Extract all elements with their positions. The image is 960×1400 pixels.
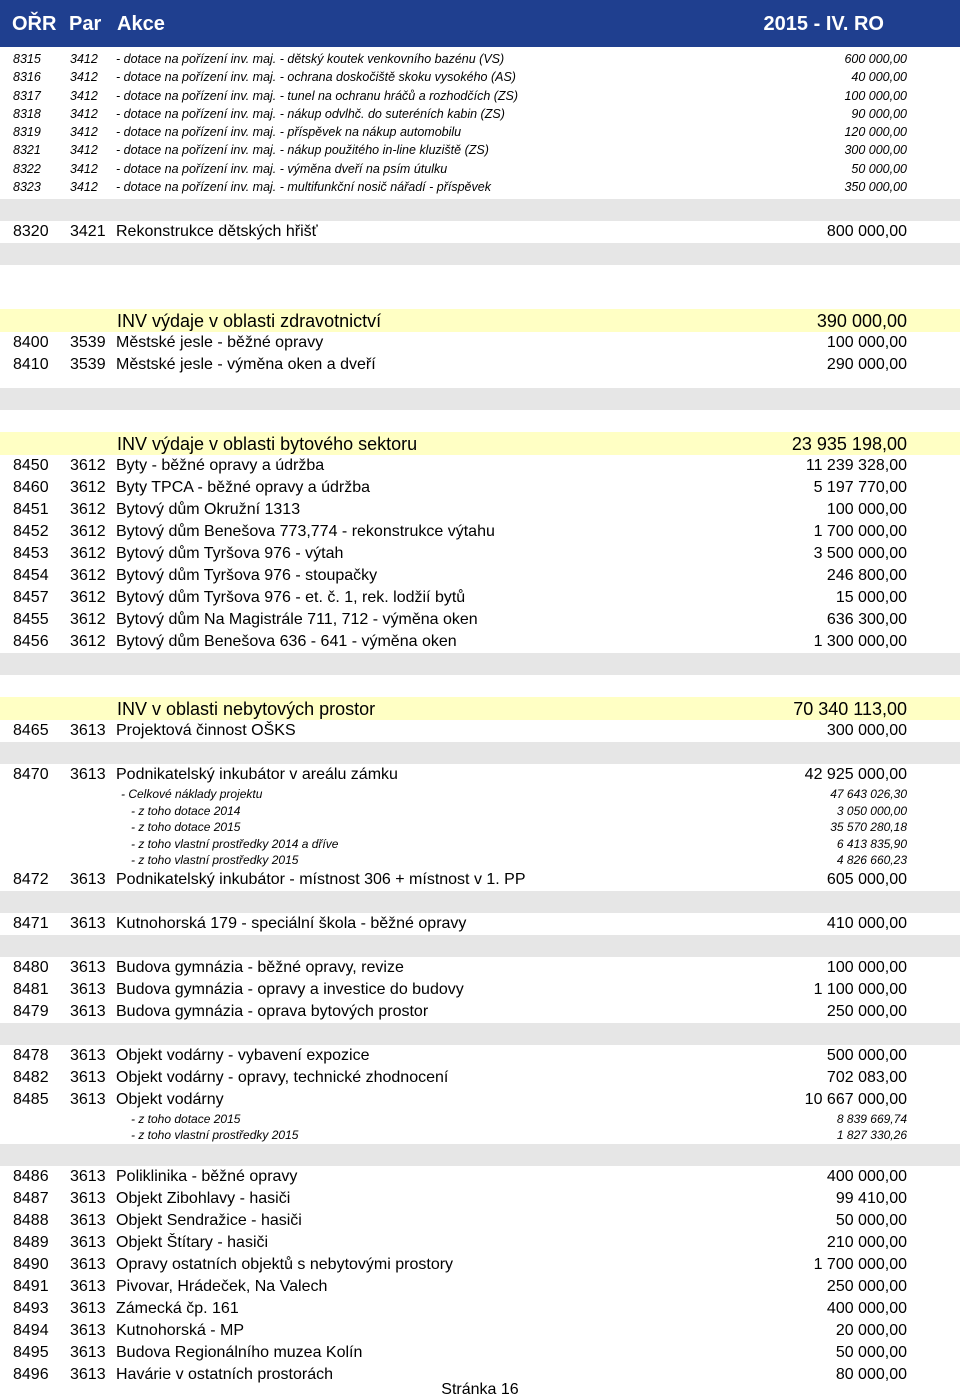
- amount-cell: 1 700 000,00: [813, 1255, 907, 1273]
- orr-cell: 8317: [13, 88, 41, 103]
- action-cell: Byty - běžné opravy a údržba: [116, 457, 325, 475]
- page-number: Stránka 16: [441, 1381, 519, 1398]
- amount-cell: 246 800,00: [826, 567, 907, 585]
- action-cell: - dotace na pořízení inv. maj. - multifunkční nosič nářadí - příspěvek: [116, 180, 491, 195]
- action-cell: Městské jesle - běžné opravy: [116, 334, 324, 352]
- par-cell: 3612: [70, 479, 106, 497]
- amount-cell: 1 300 000,00: [813, 633, 907, 651]
- orr-cell: 8490: [13, 1255, 49, 1273]
- action-cell: - dotace na pořízení inv. maj. - nákup odvlhč. do suteréních kabin (ZS): [116, 106, 505, 121]
- amount-cell: 15 000,00: [835, 589, 907, 607]
- orr-cell: 8489: [13, 1233, 49, 1251]
- separator-band: [0, 935, 960, 957]
- table-row: [0, 521, 960, 543]
- action-cell: Budova gymnázia - oprava bytových prostor: [116, 1002, 429, 1020]
- table-row: [0, 332, 960, 354]
- par-cell: 3612: [70, 501, 106, 519]
- par-cell: 3412: [70, 180, 98, 195]
- action-cell: - z toho vlastní prostředky 2014 a dříve: [131, 836, 339, 851]
- action-cell: Budova gymnázia - běžné opravy, revize: [116, 958, 404, 976]
- action-cell: Bytový dům Tyršova 976 - et. č. 1, rek. lodžií bytů: [116, 589, 466, 607]
- par-cell: 3412: [70, 161, 98, 176]
- par-cell: 3612: [70, 567, 106, 585]
- amount-cell: 250 000,00: [826, 1277, 907, 1295]
- table-row: [0, 764, 960, 786]
- action-cell: - z toho vlastní prostředky 2015: [131, 853, 299, 868]
- header-orr: OŘR: [12, 13, 57, 35]
- par-cell: 3412: [70, 143, 98, 158]
- action-cell: Podnikatelský inkubátor - místnost 306 + místnost v 1. PP: [116, 870, 526, 888]
- orr-cell: 8452: [13, 523, 49, 541]
- amount-cell: 80 000,00: [835, 1365, 907, 1383]
- amount-cell: 100 000,00: [826, 501, 907, 519]
- table-row: [0, 1210, 960, 1232]
- table-row: [0, 869, 960, 891]
- action-cell: Poliklinika - běžné opravy: [116, 1167, 298, 1185]
- par-cell: 3613: [70, 958, 106, 976]
- action-cell: Objekt vodárny - opravy, technické zhodnocení: [116, 1068, 449, 1086]
- orr-cell: 8318: [13, 106, 41, 121]
- par-cell: 3612: [70, 611, 106, 629]
- orr-cell: 8400: [13, 334, 49, 352]
- par-cell: 3412: [70, 52, 98, 66]
- amount-cell: 40 000,00: [851, 70, 907, 85]
- separator-band: [0, 742, 960, 764]
- par-cell: 3613: [70, 1343, 106, 1361]
- orr-cell: 8486: [13, 1167, 49, 1185]
- amount-cell: 210 000,00: [826, 1233, 907, 1251]
- amount-cell: 605 000,00: [826, 870, 907, 888]
- orr-cell: 8478: [13, 1046, 49, 1064]
- separator-band: [0, 199, 960, 221]
- par-cell: 3613: [70, 1277, 106, 1295]
- amount-cell: 250 000,00: [826, 1002, 907, 1020]
- amount-cell: 410 000,00: [826, 914, 907, 932]
- par-cell: 3613: [70, 722, 106, 740]
- table-row: [0, 455, 960, 477]
- action-cell: Zámecká čp. 161: [116, 1299, 239, 1317]
- action-cell: Bytový dům Tyršova 976 - výtah: [116, 545, 344, 563]
- action-cell: Bytový dům Tyršova 976 - stoupačky: [116, 567, 378, 585]
- action-cell: Bytový dům Na Magistrále 711, 712 - výměna oken: [116, 611, 478, 629]
- amount-cell: 350 000,00: [844, 180, 907, 195]
- header-akce: Akce: [117, 13, 165, 35]
- orr-cell: 8494: [13, 1321, 49, 1339]
- par-cell: 3613: [70, 1299, 106, 1317]
- par-cell: 3539: [70, 356, 106, 374]
- orr-cell: 8465: [13, 722, 49, 740]
- amount-cell: 1 827 330,26: [836, 1128, 907, 1143]
- action-cell: - z toho vlastní prostředky 2015: [131, 1128, 299, 1143]
- orr-cell: 8496: [13, 1365, 49, 1383]
- table-row: [0, 141, 960, 159]
- action-cell: Budova Regionálního muzea Kolín: [116, 1343, 363, 1361]
- section-header-row: [0, 432, 960, 455]
- amount-cell: 600 000,00: [844, 52, 907, 66]
- sub-item-row: [0, 819, 960, 836]
- amount-cell: 290 000,00: [826, 356, 907, 374]
- table-row: [0, 123, 960, 141]
- sub-item-row: [0, 1127, 960, 1144]
- sub-item-row: [0, 786, 960, 803]
- amount-cell: 11 239 328,00: [805, 457, 907, 475]
- table-row: [0, 1298, 960, 1320]
- action-cell: INV v oblasti nebytových prostor: [117, 699, 376, 720]
- amount-cell: 500 000,00: [826, 1046, 907, 1064]
- orr-cell: 8460: [13, 479, 49, 497]
- action-cell: Opravy ostatních objektů s nebytovými prostory: [116, 1255, 454, 1273]
- orr-cell: 8410: [13, 356, 49, 374]
- orr-cell: 8482: [13, 1068, 49, 1086]
- amount-cell: 47 643 026,30: [830, 787, 907, 802]
- action-cell: Projektová činnost OŠKS: [116, 722, 296, 740]
- action-cell: Pivovar, Hrádeček, Na Valech: [116, 1277, 328, 1295]
- par-cell: 3613: [70, 1211, 106, 1229]
- orr-cell: 8453: [13, 545, 49, 563]
- spacer: [0, 376, 960, 388]
- spacer: [0, 675, 960, 697]
- header-par: Par: [69, 13, 102, 35]
- action-cell: Bytový dům Okružní 1313: [116, 501, 301, 519]
- action-cell: - dotace na pořízení inv. maj. - příspěvek na nákup automobilu: [116, 125, 462, 140]
- orr-cell: 8479: [13, 1002, 49, 1020]
- action-cell: Budova gymnázia - opravy a investice do budovy: [116, 980, 464, 998]
- orr-cell: 8315: [13, 52, 41, 66]
- action-cell: Městské jesle - výměna oken a dveří: [116, 356, 376, 374]
- separator-band: [0, 388, 960, 410]
- action-cell: - dotace na pořízení inv. maj. - dětský koutek venkovního bazénu (VS): [116, 52, 505, 66]
- orr-cell: 8471: [13, 914, 49, 932]
- orr-cell: 8455: [13, 611, 49, 629]
- orr-cell: 8493: [13, 1299, 49, 1317]
- action-cell: Kutnohorská - MP: [116, 1321, 245, 1339]
- amount-cell: 390 000,00: [816, 311, 907, 332]
- orr-cell: 8323: [13, 180, 41, 195]
- table-row: [0, 1254, 960, 1276]
- table-row: [0, 1342, 960, 1364]
- table-row: [0, 565, 960, 587]
- par-cell: 3613: [70, 980, 106, 998]
- amount-cell: 100 000,00: [826, 334, 907, 352]
- action-cell: INV výdaje v oblasti bytového sektoru: [117, 434, 418, 455]
- action-cell: Rekonstrukce dětských hřišť: [116, 223, 318, 241]
- orr-cell: 8320: [13, 223, 49, 241]
- orr-cell: 8450: [13, 457, 49, 475]
- spacer: [0, 265, 960, 309]
- par-cell: 3412: [70, 125, 98, 140]
- par-cell: 3613: [70, 1189, 106, 1207]
- action-cell: - dotace na pořízení inv. maj. - ochrana doskočiště skoku vysokého (AS): [116, 70, 516, 85]
- amount-cell: 400 000,00: [826, 1167, 907, 1185]
- table-row: [0, 105, 960, 123]
- sub-item-row: [0, 1111, 960, 1128]
- par-cell: 3613: [70, 1002, 106, 1020]
- action-cell: Objekt vodárny: [116, 1090, 224, 1108]
- orr-cell: 8485: [13, 1090, 49, 1108]
- action-cell: Objekt Štítary - hasiči: [116, 1233, 269, 1251]
- amount-cell: 4 826 660,23: [836, 853, 907, 868]
- orr-cell: 8457: [13, 589, 49, 607]
- action-cell: - z toho dotace 2014: [131, 803, 241, 818]
- orr-cell: 8456: [13, 633, 49, 651]
- par-cell: 3612: [70, 589, 106, 607]
- amount-cell: 100 000,00: [844, 88, 907, 103]
- action-cell: Bytový dům Benešova 773,774 - rekonstrukce výtahu: [116, 523, 495, 541]
- action-cell: - dotace na pořízení inv. maj. - výměna dveří na psím útulku: [116, 161, 448, 176]
- table-row: [0, 1166, 960, 1188]
- amount-cell: 120 000,00: [844, 125, 907, 140]
- par-cell: 3612: [70, 523, 106, 541]
- amount-cell: 1 700 000,00: [813, 523, 907, 541]
- sub-item-row: [0, 803, 960, 820]
- par-cell: 3539: [70, 334, 106, 352]
- par-cell: 3613: [70, 914, 106, 932]
- table-row: [0, 587, 960, 609]
- amount-cell: 6 413 835,90: [836, 836, 907, 851]
- action-cell: - Celkové náklady projektu: [121, 787, 263, 802]
- action-cell: - dotace na pořízení inv. maj. - nákup použitého in-line kluziště (ZS): [116, 143, 489, 158]
- spacer: [0, 410, 960, 432]
- amount-cell: 70 340 113,00: [793, 699, 907, 720]
- par-cell: 3421: [70, 223, 106, 241]
- table-row: [0, 1089, 960, 1111]
- orr-cell: 8451: [13, 501, 49, 519]
- action-cell: - z toho dotace 2015: [131, 1111, 241, 1126]
- amount-cell: 10 667 000,00: [804, 1090, 907, 1108]
- table-row: [0, 1045, 960, 1067]
- amount-cell: 1 100 000,00: [813, 980, 907, 998]
- table-row: [0, 1067, 960, 1089]
- action-cell: - dotace na pořízení inv. maj. - tunel na ochranu hráčů a rozhodčích (ZS): [116, 88, 519, 103]
- table-row: [0, 957, 960, 979]
- separator-band: [0, 1023, 960, 1045]
- par-cell: 3412: [70, 106, 98, 121]
- action-cell: Havárie v ostatních prostorách: [116, 1365, 333, 1383]
- table-row: [0, 499, 960, 521]
- amount-cell: 636 300,00: [826, 611, 907, 629]
- table-row: [0, 1188, 960, 1210]
- par-cell: 3613: [70, 1255, 106, 1273]
- par-cell: 3612: [70, 633, 106, 651]
- orr-cell: 8488: [13, 1211, 49, 1229]
- par-cell: 3613: [70, 1046, 106, 1064]
- sub-item-row: [0, 852, 960, 869]
- par-cell: 3613: [70, 870, 106, 888]
- orr-cell: 8481: [13, 980, 49, 998]
- amount-cell: 20 000,00: [835, 1321, 907, 1339]
- par-cell: 3613: [70, 1167, 106, 1185]
- table-row: [0, 221, 960, 243]
- orr-cell: 8495: [13, 1343, 49, 1361]
- orr-cell: 8454: [13, 567, 49, 585]
- header-amount: 2015 - IV. RO: [763, 13, 884, 35]
- par-cell: 3412: [70, 70, 98, 85]
- par-cell: 3613: [70, 1233, 106, 1251]
- amount-cell: 100 000,00: [826, 958, 907, 976]
- action-cell: Kutnohorská 179 - speciální škola - běžné opravy: [116, 914, 467, 932]
- table-row: [0, 477, 960, 499]
- action-cell: - z toho dotace 2015: [131, 820, 241, 835]
- table-row: [0, 354, 960, 376]
- amount-cell: 35 570 280,18: [830, 820, 907, 835]
- table-row: [0, 178, 960, 196]
- orr-cell: 8321: [13, 143, 41, 158]
- table-row: [0, 1001, 960, 1023]
- orr-cell: 8480: [13, 958, 49, 976]
- action-cell: Podnikatelský inkubátor v areálu zámku: [116, 766, 398, 784]
- par-cell: 3613: [70, 1365, 106, 1383]
- amount-cell: 400 000,00: [826, 1299, 907, 1317]
- action-cell: Bytový dům Benešova 636 - 641 - výměna oken: [116, 633, 457, 651]
- section-header-row: [0, 309, 960, 332]
- table-row: [0, 913, 960, 935]
- amount-cell: 50 000,00: [851, 161, 907, 176]
- par-cell: 3613: [70, 1321, 106, 1339]
- action-cell: Objekt vodárny - vybavení expozice: [116, 1046, 370, 1064]
- amount-cell: 8 839 669,74: [836, 1111, 907, 1126]
- amount-cell: 3 050 000,00: [836, 803, 907, 818]
- table-body: [0, 47, 960, 1386]
- table-row: [0, 631, 960, 653]
- separator-band: [0, 243, 960, 265]
- table-header: [0, 0, 960, 47]
- amount-cell: 300 000,00: [844, 143, 907, 158]
- orr-cell: 8491: [13, 1277, 49, 1295]
- separator-band: [0, 1144, 960, 1166]
- par-cell: 3412: [70, 88, 98, 103]
- par-cell: 3612: [70, 457, 106, 475]
- table-row: [0, 543, 960, 565]
- amount-cell: 23 935 198,00: [791, 434, 907, 455]
- separator-band: [0, 653, 960, 675]
- table-row: [0, 68, 960, 86]
- table-row: [0, 50, 960, 68]
- table-row: [0, 720, 960, 742]
- orr-cell: 8319: [13, 125, 41, 140]
- amount-cell: 300 000,00: [826, 722, 907, 740]
- orr-cell: 8322: [13, 161, 41, 176]
- action-cell: Objekt Sendražice - hasiči: [116, 1211, 302, 1229]
- table-row: [0, 1232, 960, 1254]
- table-row: [0, 87, 960, 105]
- amount-cell: 50 000,00: [835, 1211, 907, 1229]
- amount-cell: 90 000,00: [851, 106, 907, 121]
- amount-cell: 50 000,00: [835, 1343, 907, 1361]
- table-row: [0, 979, 960, 1001]
- table-row: [0, 1276, 960, 1298]
- orr-cell: 8316: [13, 70, 41, 85]
- par-cell: 3613: [70, 1068, 106, 1086]
- par-cell: 3613: [70, 1090, 106, 1108]
- amount-cell: 42 925 000,00: [804, 766, 907, 784]
- par-cell: 3613: [70, 766, 106, 784]
- orr-cell: 8470: [13, 766, 49, 784]
- par-cell: 3612: [70, 545, 106, 563]
- section-header-row: [0, 697, 960, 720]
- amount-cell: 5 197 770,00: [813, 479, 907, 497]
- amount-cell: 99 410,00: [835, 1189, 907, 1207]
- orr-cell: 8472: [13, 870, 49, 888]
- amount-cell: 800 000,00: [826, 223, 907, 241]
- table-row: [0, 609, 960, 631]
- action-cell: Objekt Zibohlavy - hasiči: [116, 1189, 291, 1207]
- table-row: [0, 1320, 960, 1342]
- action-cell: Byty TPCA - běžné opravy a údržba: [116, 479, 371, 497]
- separator-band: [0, 891, 960, 913]
- sub-item-row: [0, 836, 960, 853]
- amount-cell: 3 500 000,00: [813, 545, 907, 563]
- amount-cell: 702 083,00: [826, 1068, 907, 1086]
- orr-cell: 8487: [13, 1189, 49, 1207]
- table-row: [0, 160, 960, 178]
- action-cell: INV výdaje v oblasti zdravotnictví: [117, 311, 382, 332]
